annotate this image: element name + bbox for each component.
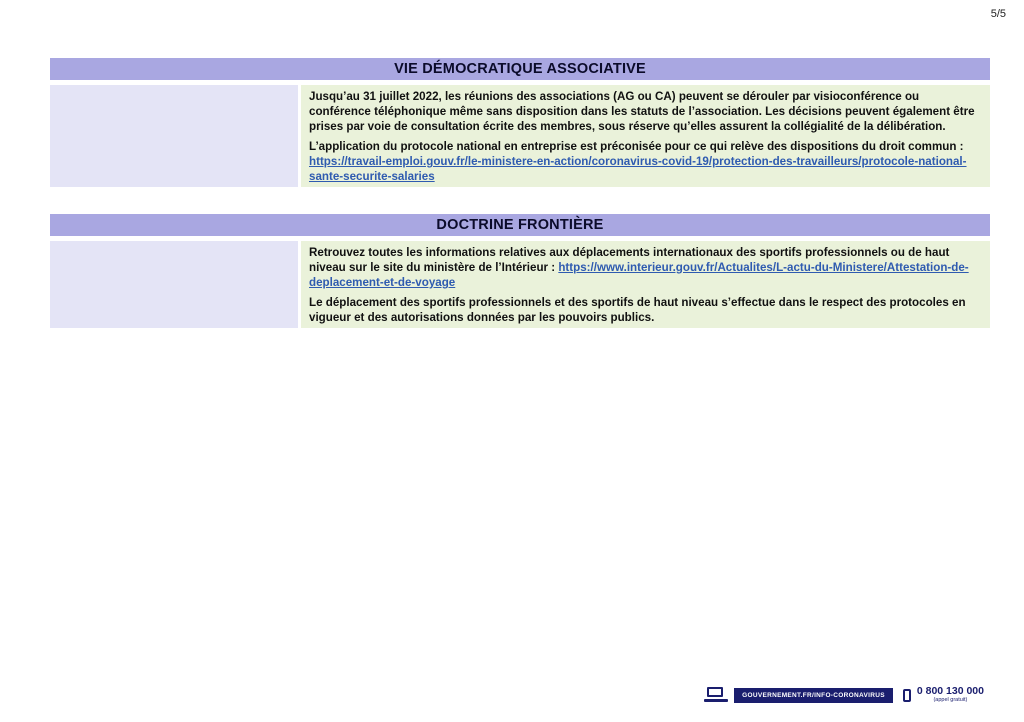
section-vie-democratique (50, 58, 990, 187)
website-link[interactable]: GOUVERNEMENT.FR/INFO-CORONAVIRUS (734, 688, 893, 703)
section-doctrine-frontiere (50, 214, 990, 328)
section-body (50, 85, 990, 187)
paragraph (309, 245, 982, 290)
phone-icon (903, 689, 911, 702)
right-cell (301, 85, 990, 187)
paragraph (309, 89, 982, 134)
protocole-national-link[interactable]: https://travail-emploi.gouv.fr/le-ministere-en-action/coronavirus-covid-19/protection-des-travailleurs/protocole-national-sante-securite-salaries (309, 155, 967, 183)
right-cell (301, 241, 990, 328)
page-number: 5/5 (990, 8, 1006, 20)
phone-number: 0 800 130 000 (916, 685, 984, 697)
section-header: DOCTRINE FRONTIÈRE (50, 214, 990, 236)
phone-note: (appel gratuit) (933, 697, 968, 703)
paragraph (309, 295, 982, 325)
paragraph-text: Le déplacement des sportifs professionnels et des sportifs de haut niveau s’effectue dans le respect des protocoles en vigueur et des autorisations données par les pouvoirs publics. (309, 296, 966, 324)
interieur-attestation-link[interactable]: https://www.interieur.gouv.fr/Actualites/L-actu-du-Ministere/Attestation-de-deplacement-et-de-voyage (309, 261, 969, 289)
paragraph-text: L’application du protocole national en entreprise est préconisée pour ce qui relève des dispositions du droit commun : (309, 140, 964, 153)
paragraph (309, 139, 982, 184)
left-cell (50, 241, 298, 328)
phone-block (917, 686, 984, 704)
section-header: VIE DÉMOCRATIQUE ASSOCIATIVE (50, 58, 990, 80)
paragraph-text: Retrouvez toutes les informations relatives aux déplacements internationaux des sportifs professionnels ou de haut niveau sur le site du ministère de l’Intérieur : (309, 246, 950, 274)
laptop-icon (704, 687, 728, 703)
left-cell (50, 85, 298, 187)
footer (704, 686, 984, 704)
paragraph-text: Jusqu’au 31 juillet 2022, les réunions des associations (AG ou CA) peuvent se dérouler par visioconférence ou conférence téléphonique même sans disposition dans les statuts de l’association. Les décisions peuvent également être prises par voie de consultation écrite des membres, sous réserve qu’elles assurent la collégialité de la délibération. (309, 90, 975, 133)
section-body (50, 241, 990, 328)
